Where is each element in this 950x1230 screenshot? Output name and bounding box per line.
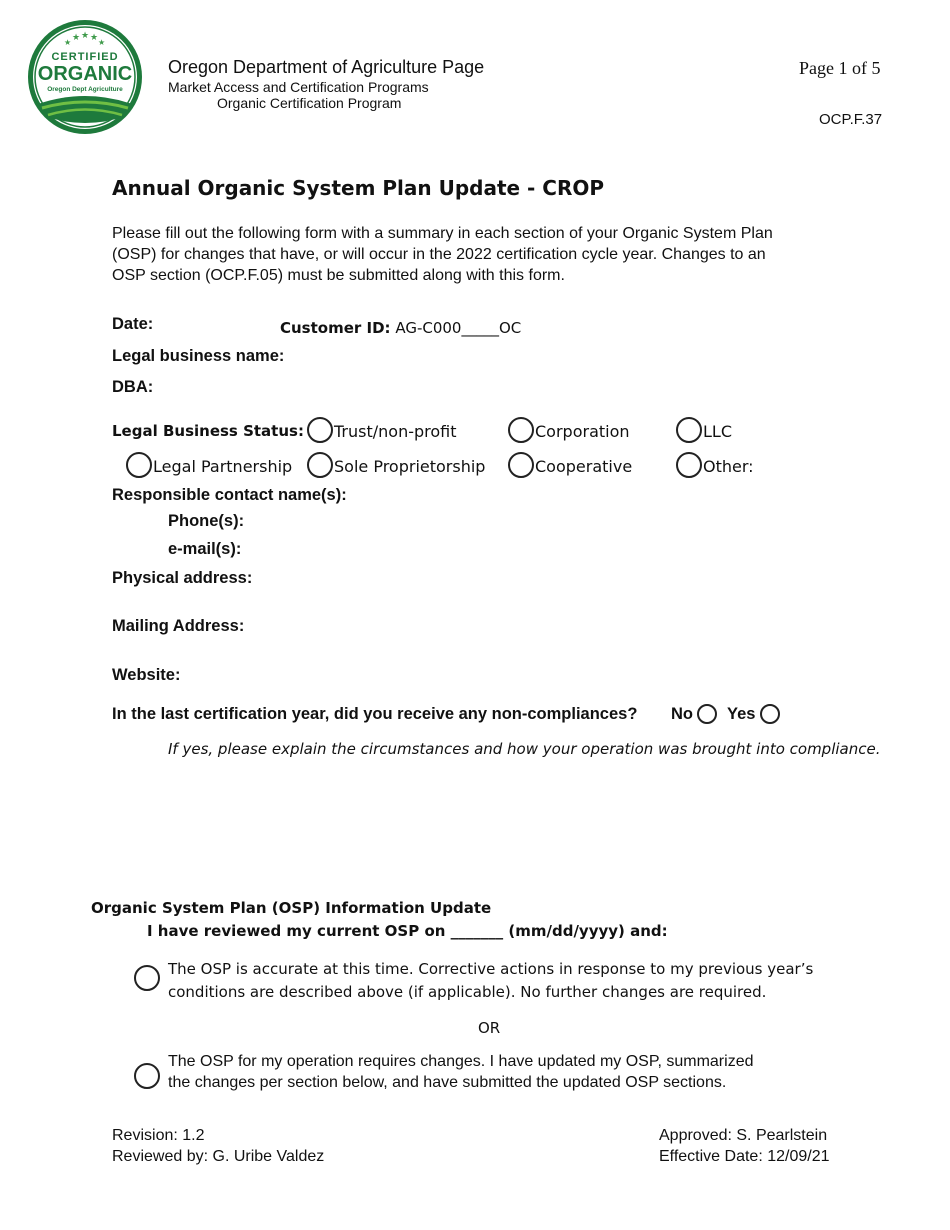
header-subtitle-programs: Market Access and Certification Programs [168, 79, 429, 95]
osp-update-heading: Organic System Plan (OSP) Information Update [91, 899, 492, 917]
customer-id-label: Customer ID: [280, 319, 391, 337]
osp-accurate-radio[interactable] [134, 965, 160, 991]
noncompliance-no-radio[interactable] [697, 704, 717, 724]
legal-partnership-label: Legal Partnership [153, 457, 293, 476]
footer-revision: Revision: 1.2 [112, 1127, 205, 1144]
footer-approved: Approved: S. Pearlstein [659, 1127, 828, 1144]
emails-label: e-mail(s): [168, 540, 242, 558]
footer-effective-date: Effective Date: 12/09/21 [659, 1148, 830, 1165]
cooperative-label: Cooperative [535, 457, 633, 476]
svg-text:★: ★ [81, 30, 90, 40]
trust-nonprofit-radio[interactable] [307, 417, 333, 443]
osp-requires-changes-radio[interactable] [134, 1063, 160, 1089]
llc-label: LLC [703, 422, 732, 441]
mailing-address-label: Mailing Address: [112, 617, 245, 635]
noncompliance-yes-radio[interactable] [760, 704, 780, 724]
svg-text:CERTIFIED: CERTIFIED [51, 51, 119, 63]
responsible-contact-label: Responsible contact name(s): [112, 486, 347, 504]
page-number: Page 1 of 5 [799, 58, 881, 78]
svg-text:★: ★ [64, 38, 72, 47]
noncompliance-explain-note: If yes, please explain the circumstances and how your operation was brought into compliance. [168, 740, 881, 758]
phones-label: Phone(s): [168, 512, 245, 530]
osp-accurate-line-2: conditions are described above (if applicable). No further changes are required. [168, 983, 767, 1001]
osp-accurate-line-1: The OSP is accurate at this time. Corrective actions in response to my previous year’s [168, 960, 814, 978]
noncompliance-question: In the last certification year, did you receive any non-compliances? [112, 705, 638, 723]
date-label: Date: [112, 315, 154, 333]
corporation-radio[interactable] [508, 417, 534, 443]
noncompliance-no-label: No [671, 705, 693, 723]
website-label: Website: [112, 666, 181, 684]
trust-nonprofit-label: Trust/non-profit [334, 422, 457, 441]
dba-label: DBA: [112, 378, 154, 396]
svg-text:★: ★ [90, 32, 99, 42]
noncompliance-yes-label: Yes [727, 705, 756, 723]
osp-requires-changes-line-2: the changes per section below, and have submitted the updated OSP sections. [168, 1074, 727, 1091]
legal-business-name-label: Legal business name: [112, 347, 285, 365]
svg-text:★: ★ [72, 32, 81, 42]
intro-line-2: (OSP) for changes that have, or will occur in the 2022 certification cycle year. Changes to an [112, 246, 766, 263]
footer-reviewed-by: Reviewed by: G. Uribe Valdez [112, 1148, 325, 1165]
llc-radio[interactable] [676, 417, 702, 443]
svg-text:★: ★ [98, 38, 106, 47]
form-id: OCP.F.37 [819, 111, 883, 128]
other-radio[interactable] [676, 452, 702, 478]
osp-requires-changes-line-1: The OSP for my operation requires changes. I have updated my OSP, summarized [168, 1053, 754, 1070]
header-title: Oregon Department of Agriculture Page [168, 57, 485, 77]
cooperative-radio[interactable] [508, 452, 534, 478]
document-title: Annual Organic System Plan Update - CROP [112, 176, 605, 200]
corporation-label: Corporation [535, 422, 630, 441]
legal-business-status-label: Legal Business Status: [112, 422, 304, 440]
intro-line-1: Please fill out the following form with a summary in each section of your Organic System Plan [112, 225, 773, 242]
legal-partnership-radio[interactable] [126, 452, 152, 478]
certified-organic-logo [26, 18, 144, 136]
svg-text:ORGANIC: ORGANIC [37, 63, 133, 85]
svg-text:Oregon Dept Agriculture: Oregon Dept Agriculture [47, 86, 123, 93]
physical-address-label: Physical address: [112, 569, 253, 587]
sole-proprietorship-radio[interactable] [307, 452, 333, 478]
or-separator: OR [478, 1019, 501, 1037]
intro-line-3: OSP section (OCP.F.05) must be submitted along with this form. [112, 267, 565, 284]
osp-reviewed-statement: I have reviewed my current OSP on _______ (mm/dd/yyyy) and: [147, 922, 668, 940]
other-label: Other: [703, 457, 754, 476]
customer-id-value: AG-C000_____OC [395, 319, 522, 337]
sole-proprietorship-label: Sole Proprietorship [334, 457, 486, 476]
header-subtitle-organic: Organic Certification Program [217, 95, 402, 111]
customer-id [280, 319, 521, 337]
